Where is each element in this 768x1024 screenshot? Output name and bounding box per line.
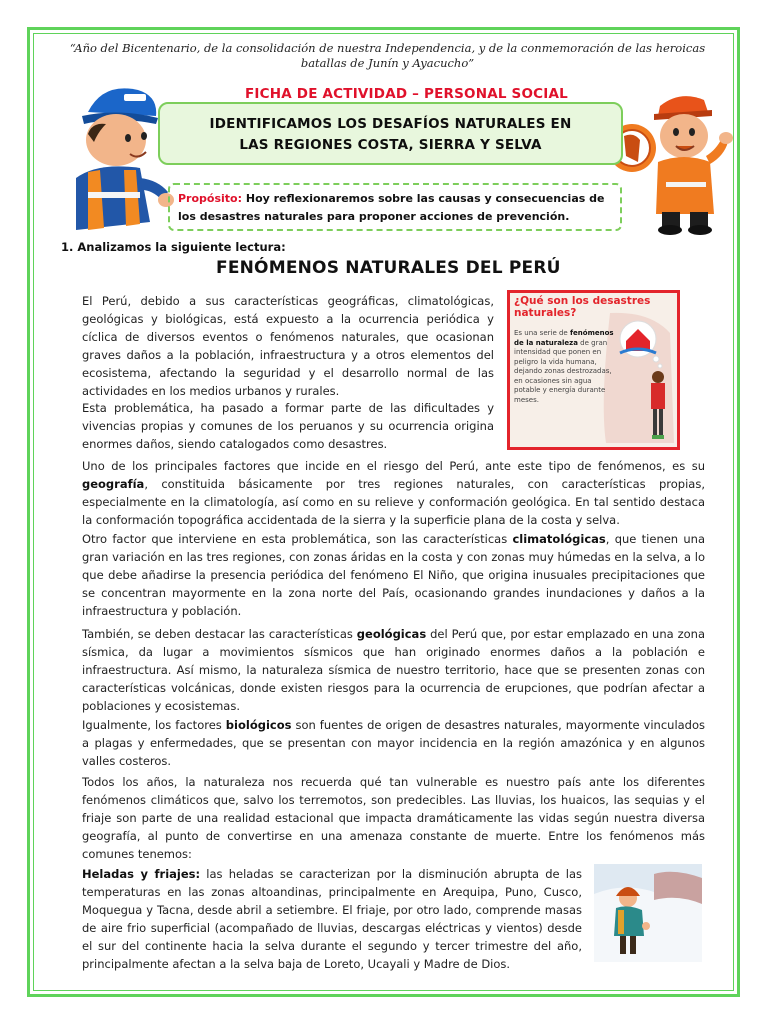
year-motto: “Año del Bicentenario, de la consolidación de nuestra Independencia, y de la conmemoración de las heroicas batallas de Junín y Ayacucho” xyxy=(69,41,706,70)
p4-keyword: climatológicas xyxy=(512,532,606,546)
headline-line-1: IDENTIFICAMOS LOS DESAFÍOS NATURALES EN xyxy=(209,116,572,132)
infobox-text-start: Es una serie de xyxy=(514,329,568,337)
p3-text-c: , constituida básicamente por tres regiones naturales, con características propias, especialmente en la climatología, así como en su relieve y conformación geológica. En tal sentido destaca la conformación topográfica accidentada de la sierra y la superficie plana de la costa y selva. xyxy=(82,477,705,527)
p6-keyword: biológicos xyxy=(225,718,292,732)
paragraph-1: El Perú, debido a sus características geográficas, climatológicas, geológicas y biológicas, está expuesto a la ocurrencia periódica y cíclica de diversos eventos o fenómenos naturales, que ocasionan graves daños a la población, infraestructura y a otros elementos del ecosistema, afectando la seguridad y el desarrollo normal de las actividades en los medios urbanos y rurales. xyxy=(82,294,494,398)
paragraph-8 xyxy=(82,865,582,973)
p6-text-c: son fuentes de origen de desastres naturales, mayormente vinculados a plagas y enfermedades, que se presentan con mayor incidencia en la región amazónica y en algunos valles costeros. xyxy=(82,718,706,768)
paragraph-3 xyxy=(82,457,705,529)
paragraph-7: Todos los años, la naturaleza nos recuerda qué tan vulnerable es nuestro país ante los diferentes fenómenos climáticos que, salvo los terremotos, son predecibles. Las lluvias, los huaicos, las sequias y el friaje son parte de una realidad estacional que impacta dramáticamente las vidas según nuestra diversa geografía, al punto de convertirse en una amenaza constante de muerte. Entre los fenómenos más comunes tenemos: xyxy=(82,775,705,861)
purpose-label: Propósito: xyxy=(178,192,243,205)
infobox-title: ¿Qué son los desastres naturales? xyxy=(514,295,651,319)
infobox-text-bold: fenómenos de la naturaleza xyxy=(514,329,614,347)
reading-title: FENÓMENOS NATURALES DEL PERÚ xyxy=(216,258,561,278)
rescuer-with-badge-illustration xyxy=(604,86,734,236)
paragraph-5 xyxy=(82,625,705,715)
disaster-infobox xyxy=(507,290,680,450)
infobox-text-end: de gran intensidad que ponen en peligro la vida humana, dejando zonas destrozadas, en ocasiones sin agua potable y energía durante meses. xyxy=(514,338,612,404)
p4-text-c: , que tienen una gran variación en las tres regiones, con zonas áridas en la costa y con zonas muy húmedas en la selva, a lo que debe añadirse la presencia periódica del fenómeno El Niño, que origina inusuales precipitaciones que se concentran mayormente en la zona norte del País, ocasionando grandes inundaciones y daños a la infraestructura y población. xyxy=(82,532,706,618)
p4-text-a: Otro factor que interviene en esta problemática, son las características xyxy=(82,532,508,546)
purpose-text: Hoy reflexionaremos sobre las causas y consecuencias de los desastres naturales para proponer acciones de prevención. xyxy=(178,192,605,223)
p5-text-a: También, se deben destacar las características xyxy=(82,627,353,641)
child-in-frost-photo xyxy=(594,864,702,962)
paragraph-6 xyxy=(82,716,705,770)
p6-text-a: Igualmente, los factores xyxy=(82,718,222,732)
p5-text-c: del Perú que, por estar emplazado en una zona sísmica, da lugar a movimientos sísmicos que han originado enormes daños a la población e infraestructura. Así mismo, la naturaleza sísmica de nuestro territorio, hace que se presenten zonas con características volcánicas, donde existen riesgos para la ocurrencia de erupciones, que podrían afectar a poblaciones y ecosistemas. xyxy=(82,627,705,713)
paragraph-2: Esta problemática, ha pasado a formar parte de las dificultades y vivencias propias y comunes de los peruanos y su ocurrencia origina enormes daños, siendo catalogados como desastres. xyxy=(82,401,494,451)
headline-box xyxy=(158,102,623,165)
infobox-text xyxy=(514,329,614,405)
headline-line-2: LAS REGIONES COSTA, SIERRA Y SELVA xyxy=(239,137,542,153)
purpose-box xyxy=(168,183,622,231)
p3-text-a: Uno de los principales factores que incide en el riesgo del Perú, ante este tipo de fenómenos, es su xyxy=(82,459,705,473)
paragraph-4 xyxy=(82,530,705,620)
p8-text: las heladas se caracterizan por la disminución abrupta de las temperaturas en las zonas altoandinas, principalmente en Arequipa, Puno, Cusco, Moquegua y Tacna, desde abril a setiembre. El friaje, por otro lado, comprende masas de aire frio superficial (acompañado de lluvias, descargas eléctricas y vientos) desde el sur del continente hacia la selva durante el segundo y tercer trimestre del año, principalmente afectan a la selva baja de Loreto, Ucayali y Madre de Dios. xyxy=(82,867,582,971)
p5-keyword: geológicas xyxy=(356,627,427,641)
p3-keyword: geografía xyxy=(82,477,145,491)
activity-title: FICHA DE ACTIVIDAD – PERSONAL SOCIAL xyxy=(245,86,568,102)
p8-keyword: Heladas y friajes: xyxy=(82,867,201,881)
step-heading: 1. Analizamos la siguiente lectura: xyxy=(61,240,286,254)
